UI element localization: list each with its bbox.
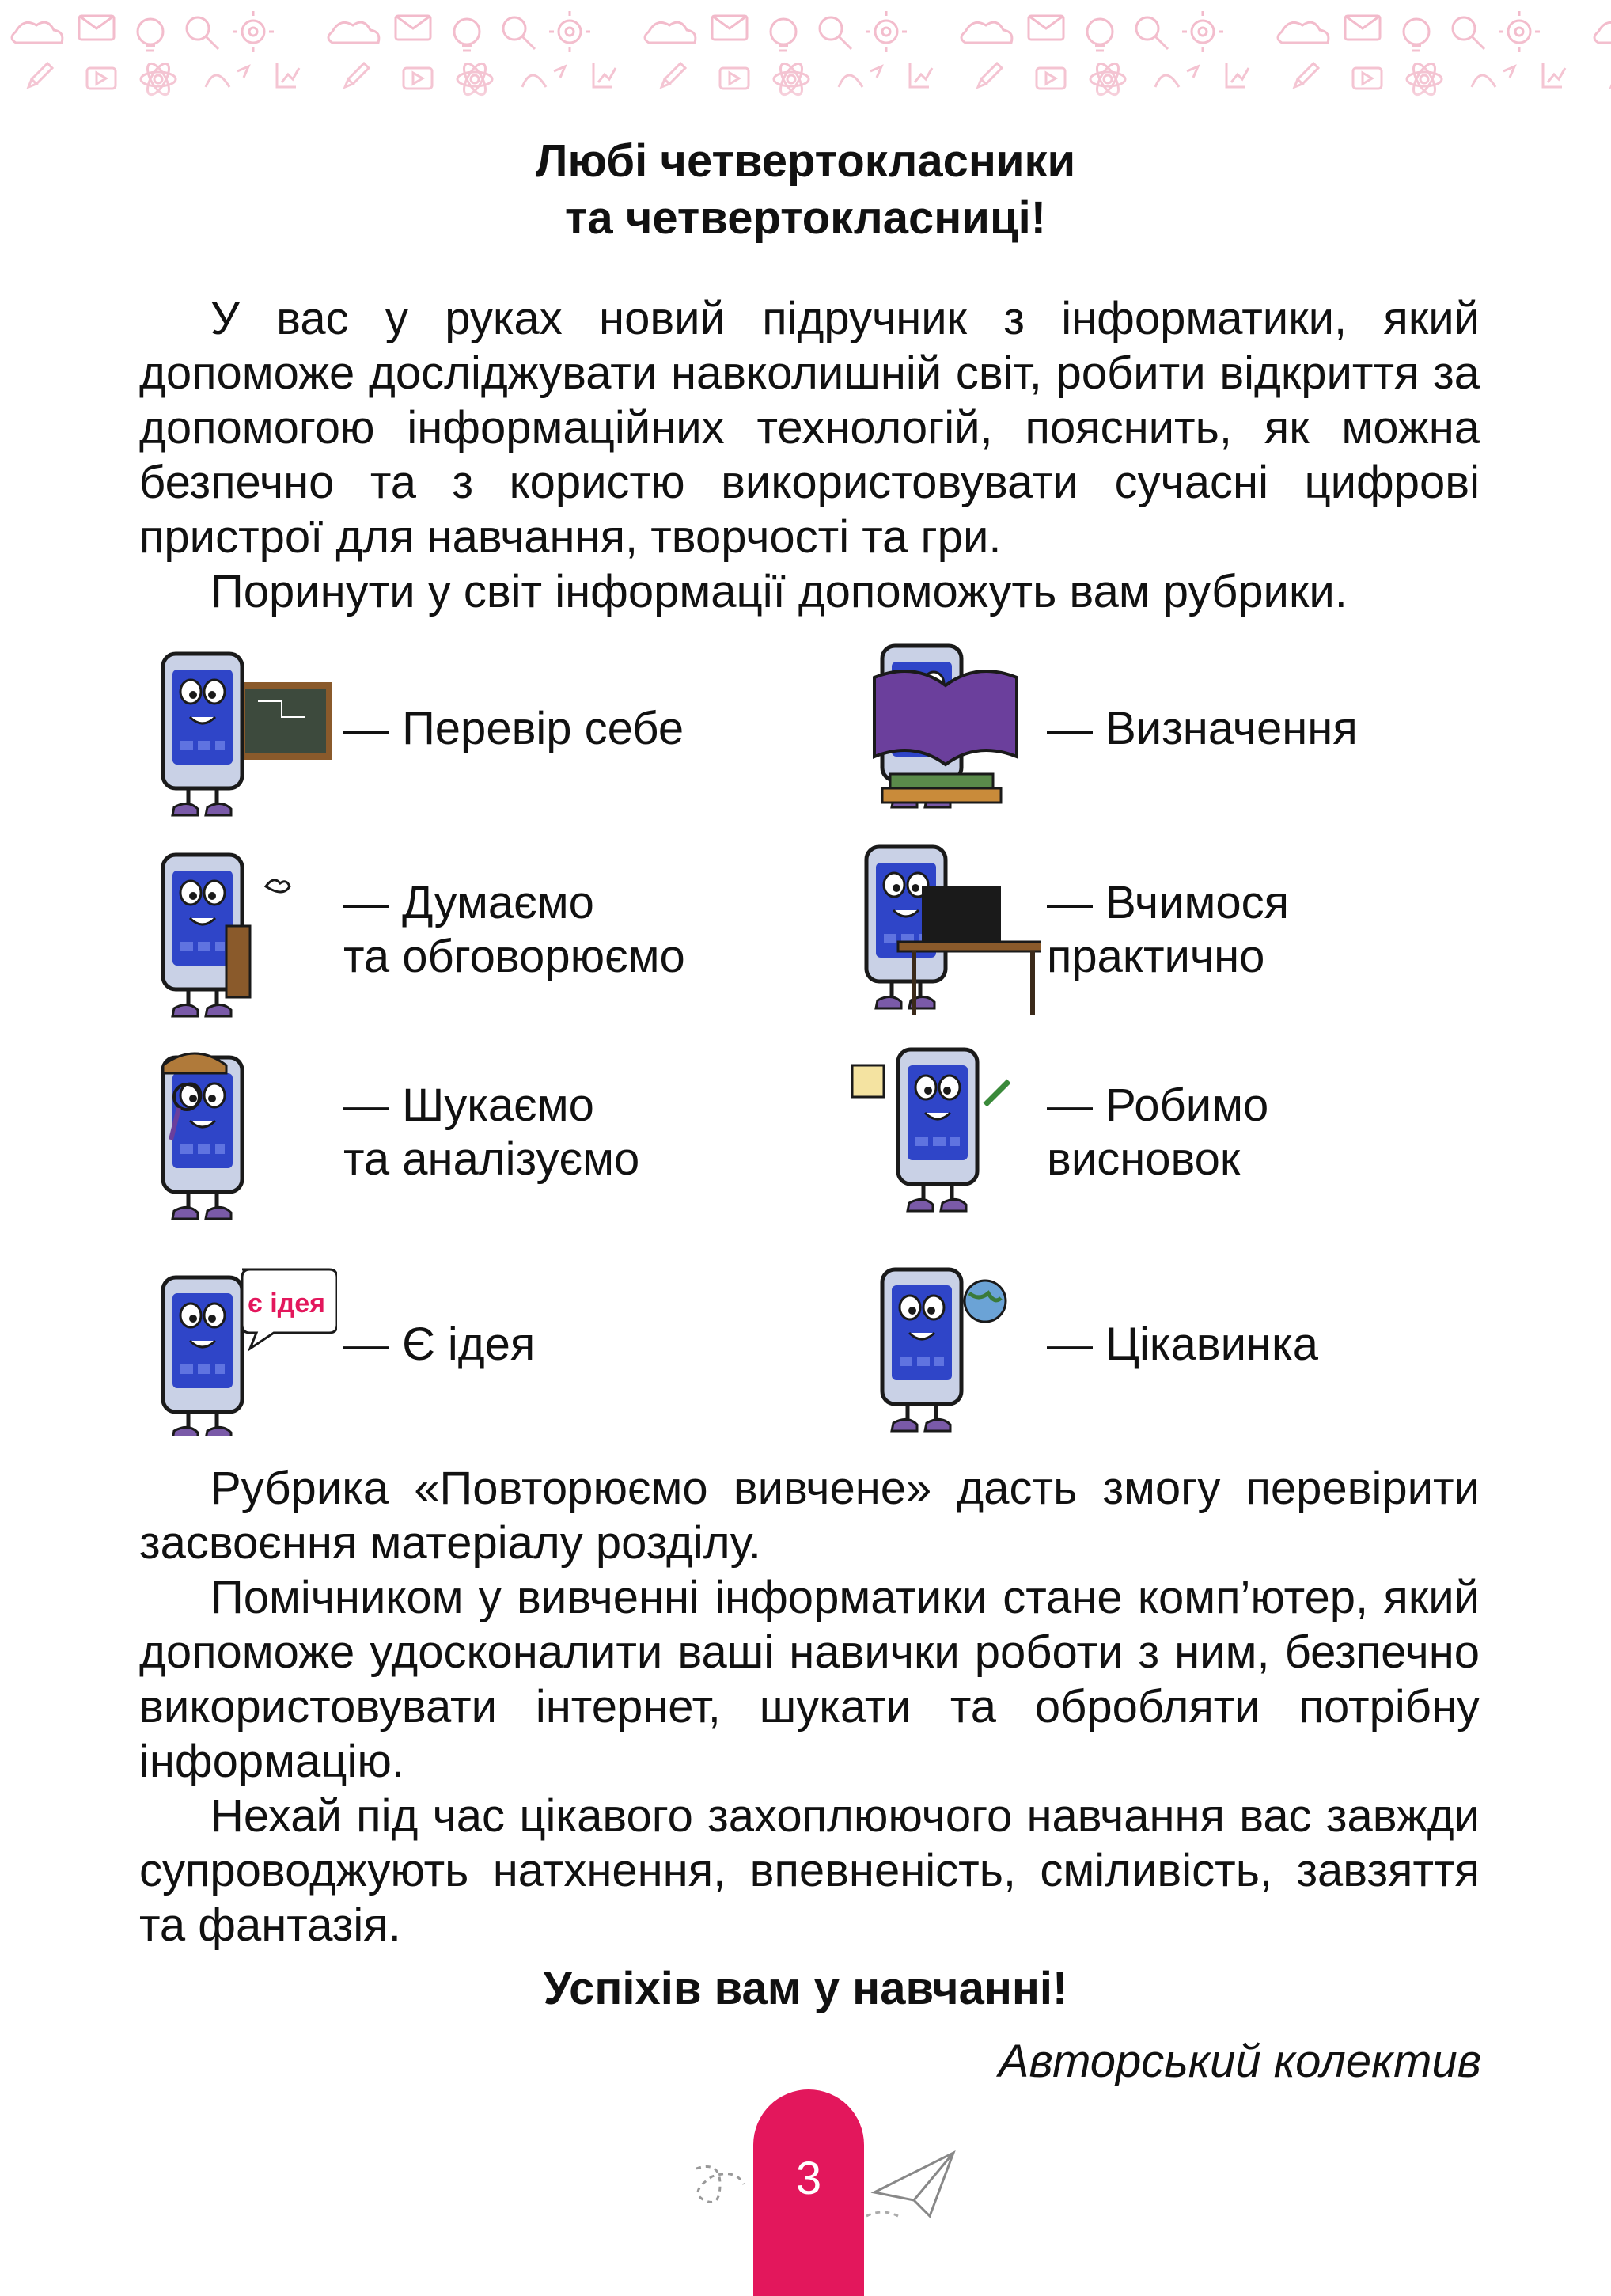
rubric-label: — Шукаємо та аналізуємо: [343, 1080, 640, 1185]
rubric-fun-fact: [851, 1254, 1318, 1436]
rubric-think-discuss: [147, 839, 685, 1021]
rubric-label: — Вчимося практично: [1047, 877, 1290, 982]
rubric-idea: [147, 1254, 535, 1436]
rubric-learn-practice: [851, 839, 1289, 1021]
signature: Авторський колектив: [998, 2036, 1481, 2087]
title-line-1: Любі четвертокласники: [535, 135, 1076, 187]
paper-plane-icon: [866, 2145, 961, 2232]
intro-paragraph: У вас у руках новий підручник з інформатики, який допоможе досліджувати навколишній світ, робити відкриття за допомогою інформаційних технологій, пояснить, як можна безпечно та з користю використовувати сучасні цифрові пристрої для навчання, творчості та гри.: [139, 293, 1480, 563]
outro-paragraph: Рубрика «Повторюємо вивчене» дасть змогу перевірити засвоєння матеріалу розділу.: [139, 1463, 1480, 1569]
page-number: 3: [795, 2153, 822, 2204]
intro-text: [139, 291, 1480, 619]
rubric-conclusion: [851, 1042, 1268, 1224]
phone-mascot-book-icon: [851, 638, 1041, 820]
outro-paragraph: Помічником у вивченні інформатики стане комп’ютер, який допоможе удосконалити ваші навички роботи з ним, безпечно використовувати інтернет, шукати та обробляти потрібну інформацію.: [139, 1572, 1480, 1787]
title-line-2: та четвертокласниці!: [564, 192, 1047, 244]
dotted-loop-icon: [688, 2153, 752, 2216]
closing-wish: Успіхів вам у навчанні!: [543, 1963, 1068, 2014]
rubric-search-analyze: [147, 1042, 639, 1224]
header-pattern: [0, 0, 1611, 119]
doodle-pattern-icon: [0, 0, 1611, 119]
rubric-label: — Робимо висновок: [1047, 1080, 1269, 1185]
phone-mascot-magnifier-icon: [147, 1042, 337, 1224]
idea-bubble-text: є ідея: [248, 1288, 325, 1319]
phone-mascot-podium-icon: [147, 839, 337, 1021]
rubric-check-yourself: [147, 638, 684, 820]
rubric-label: — Перевір себе: [343, 703, 684, 754]
rubric-label: — Цікавинка: [1047, 1319, 1318, 1370]
rubric-label: — Є ідея: [343, 1319, 536, 1370]
phone-mascot-notes-icon: [851, 1042, 1041, 1224]
page-title: [0, 133, 1611, 247]
phone-mascot-idea-icon: [147, 1254, 337, 1436]
rubric-definition: [851, 638, 1358, 820]
phone-mascot-globe-icon: [851, 1254, 1041, 1436]
rubric-label: — Визначення: [1047, 703, 1358, 754]
outro-paragraph: Нехай під час цікавого захоплюючого навчання вас завжди супроводжують натхнення, впевненість, сміливість, завзяття та фантазія.: [139, 1790, 1480, 1951]
phone-mascot-laptop-icon: [851, 839, 1041, 1021]
intro-paragraph: Поринути у світ інформації допоможуть вам рубрики.: [210, 566, 1348, 617]
outro-text: [139, 1461, 1480, 1953]
phone-mascot-chalkboard-icon: [147, 638, 337, 820]
rubric-label: — Думаємо та обговорюємо: [343, 877, 685, 982]
